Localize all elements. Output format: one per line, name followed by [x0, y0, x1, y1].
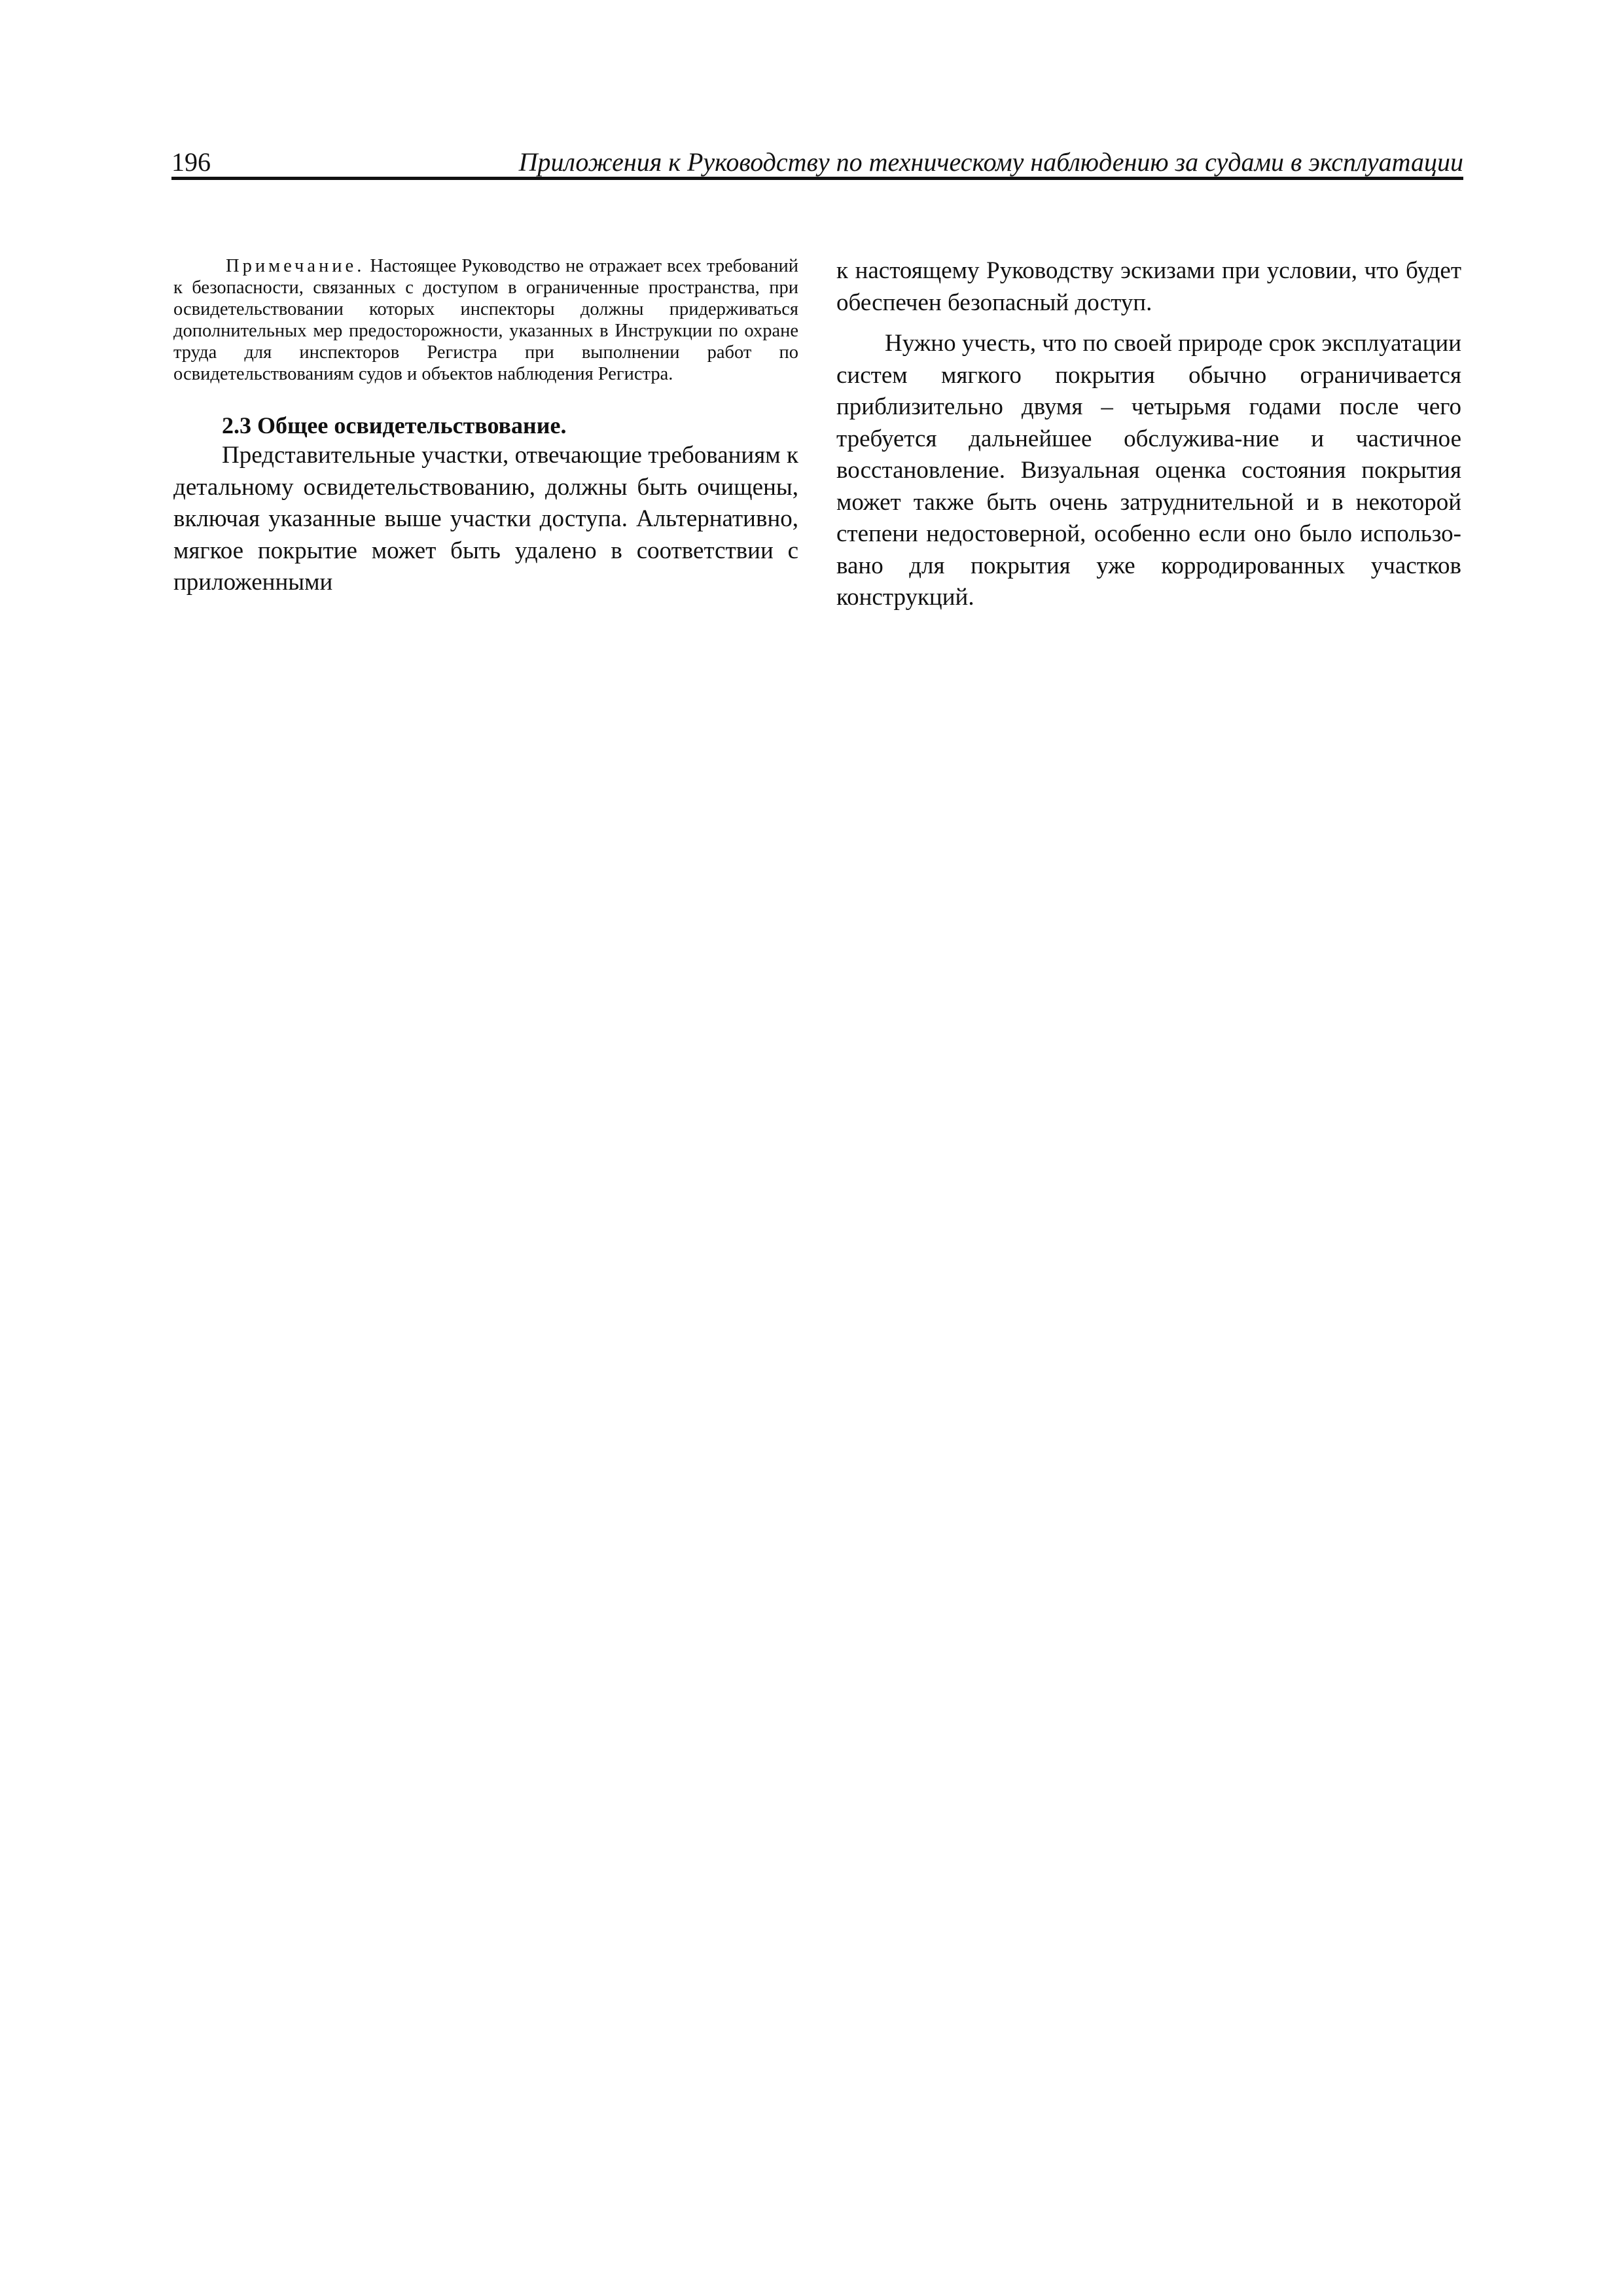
left-column: [173, 255, 798, 599]
section-heading: 2.3 Общее освидетельствование.: [222, 412, 567, 439]
page-number: 196: [171, 147, 211, 177]
running-title: Приложения к Руководству по техническому наблюдению за судами в эксплуатации: [518, 147, 1463, 177]
coating-paragraph: Нужно учесть, что по своей природе срок эксплуатации систем мягкого покрытия обычно ограничивается приблизительно двумя – четырьмя годами после чего требуется дальнейшее обслужива-ние и частичное восстановление. Визуальная оценка состояния покрытия может также быть очень затруднительной и в некоторой степени недостоверной, особенно если оно было использо-вано для покрытия уже корродированных участков конструкций.: [836, 330, 1461, 611]
note-text: Настоящее Руководство не отражает всех требований к безопасности, связанных с доступом в ограниченные пространства, при освидетельствовании которых инспекторы должны придерживаться дополнительных мер предосторожности, указанных в Инструкции по охране труда для инспекторов Регистра при выполнении работ по освидетельствованиям судов и объектов наблюдения Регистра.: [173, 256, 798, 384]
header-divider: [171, 177, 1463, 180]
continuation-paragraph: к настоящему Руководству эскизами при условии, что будет обеспечен безопасный доступ.: [836, 257, 1461, 316]
safety-note: [173, 255, 798, 385]
right-column: [836, 255, 1461, 614]
section-paragraph: Представительные участки, отвечающие требованиям к детальному освидетельствованию, должны быть очищены, включая указанные выше участки доступа. Альтернативно, мягкое покрытие может быть удалено в соответствии с приложенными: [173, 442, 798, 596]
note-label: Примечание.: [226, 256, 365, 276]
page-header: [171, 143, 1463, 179]
